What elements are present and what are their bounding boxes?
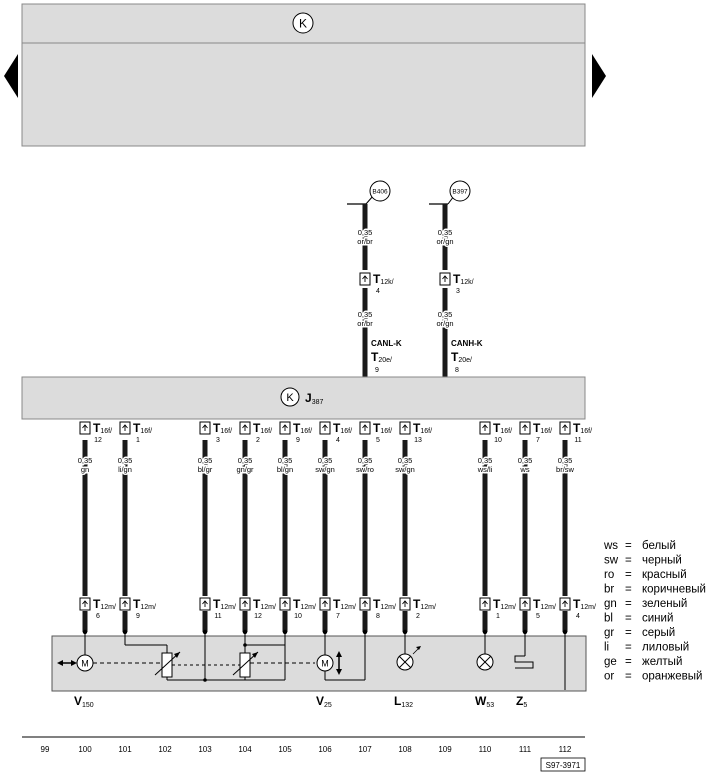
wire-color-code: gn bbox=[80, 465, 90, 474]
upper-wire-color: or/br bbox=[357, 237, 373, 246]
component-label-v150: V150 bbox=[74, 694, 94, 709]
scale-number: 109 bbox=[438, 745, 452, 754]
t12m-8-pin: 2 bbox=[416, 613, 420, 620]
t12m-6-connector-label: T12m/ bbox=[333, 597, 356, 611]
t12m-2-pin: 9 bbox=[136, 613, 140, 620]
mid-wire-color: or/gn bbox=[436, 319, 454, 328]
upper-wires bbox=[357, 204, 482, 377]
legend-text: зеленый bbox=[642, 598, 688, 610]
figure-code: S97-3971 bbox=[545, 761, 581, 770]
wire-color-code: sw/gn bbox=[395, 465, 415, 474]
t12m-5-pin: 10 bbox=[294, 613, 302, 620]
scale-number: 108 bbox=[398, 745, 412, 754]
legend-text: красный bbox=[642, 569, 687, 581]
wire-color-code: gn/gr bbox=[236, 465, 254, 474]
t16f-8-connector-label: T16f/ bbox=[413, 421, 433, 435]
can-label: CANH-K bbox=[451, 339, 483, 348]
t12m-2-connector-label: T12m/ bbox=[133, 597, 156, 611]
t16f-10-connector-label: T16f/ bbox=[533, 421, 553, 435]
scale-number: 104 bbox=[238, 745, 252, 754]
control-module-j387 bbox=[22, 377, 585, 419]
legend-text: лиловый bbox=[642, 641, 690, 654]
t16f-9-connector-label: T16f/ bbox=[493, 421, 513, 435]
lower-wires bbox=[78, 421, 596, 634]
scale-number: 101 bbox=[118, 745, 132, 754]
ground-b397 bbox=[429, 181, 470, 204]
legend-code: bl bbox=[604, 612, 613, 625]
wire-size: 0,35 bbox=[517, 456, 533, 465]
t12m-4-connector-label: T12m/ bbox=[253, 597, 276, 611]
motor-v150-m: M bbox=[81, 658, 89, 669]
wire-size: 0,35 bbox=[557, 456, 573, 465]
legend-text: белый bbox=[642, 540, 676, 552]
wire-size: 0,35 bbox=[357, 456, 373, 465]
t12m-9-pin: 1 bbox=[496, 613, 500, 620]
legend-eq: = bbox=[625, 569, 632, 581]
scale-number: 112 bbox=[558, 745, 572, 754]
component-label-l132: L132 bbox=[394, 694, 414, 709]
wire-color-code: li/gn bbox=[118, 465, 132, 474]
scale-number: 103 bbox=[198, 745, 212, 754]
t16f-1-connector-label: T16f/ bbox=[93, 421, 113, 435]
scale-number: 107 bbox=[358, 745, 372, 754]
mid-wire-size: 0,35 bbox=[357, 310, 373, 319]
t12k-2-connector-label: T12k/ bbox=[453, 272, 474, 286]
t12m-9-connector-label: T12m/ bbox=[493, 597, 516, 611]
t12m-7-pin: 8 bbox=[376, 613, 380, 620]
legend-eq: = bbox=[625, 670, 632, 683]
t16f-6-pin: 4 bbox=[336, 437, 340, 444]
t12k-1-pin: 4 bbox=[376, 288, 380, 295]
legend-code: ro bbox=[604, 569, 615, 581]
scale-number: 106 bbox=[318, 745, 332, 754]
t16f-2-pin: 1 bbox=[136, 437, 140, 444]
t16f-10-pin: 7 bbox=[536, 437, 540, 444]
t12m-3-pin: 11 bbox=[214, 613, 222, 620]
scale-number: 110 bbox=[478, 745, 492, 754]
wire-size: 0,35 bbox=[237, 456, 253, 465]
t16f-5-pin: 9 bbox=[296, 437, 300, 444]
wire-size: 0,35 bbox=[477, 456, 493, 465]
b397-label: B397 bbox=[452, 188, 468, 196]
b406-label: B406 bbox=[372, 188, 388, 196]
t12m-11-connector-label: T12m/ bbox=[573, 597, 596, 611]
scale-number: 111 bbox=[518, 745, 532, 754]
scale-number: 100 bbox=[78, 745, 92, 754]
legend-eq: = bbox=[625, 583, 632, 596]
wire-size: 0,35 bbox=[197, 456, 213, 465]
t12k-1-connector-label: T12k/ bbox=[373, 272, 394, 286]
svg-text:M: M bbox=[321, 658, 329, 669]
t12m-8-connector-label: T12m/ bbox=[413, 597, 436, 611]
legend-text: синий bbox=[642, 612, 674, 625]
t16f-8-pin: 13 bbox=[414, 437, 422, 444]
wire-color-code: br/sw bbox=[556, 465, 574, 474]
component-label-z5: Z5 bbox=[516, 694, 528, 709]
t20e-connector-label: T20e/ bbox=[371, 350, 392, 364]
t12m-10-connector-label: T12m/ bbox=[533, 597, 556, 611]
component-labels bbox=[74, 694, 527, 709]
legend-eq: = bbox=[625, 554, 632, 567]
legend-code: gn bbox=[604, 598, 617, 610]
can-label: CANL-K bbox=[371, 339, 402, 348]
t16f-3-pin: 3 bbox=[216, 437, 220, 444]
mid-wire-color: or/br bbox=[357, 319, 373, 328]
legend-eq: = bbox=[625, 656, 632, 668]
legend-code: sw bbox=[604, 554, 619, 567]
t16f-1-pin: 12 bbox=[94, 437, 102, 444]
legend-text: оранжевый bbox=[642, 670, 703, 683]
legend-code: gr bbox=[604, 627, 615, 639]
legend-code: br bbox=[604, 583, 615, 596]
legend-text: серый bbox=[642, 627, 676, 639]
t12m-5-connector-label: T12m/ bbox=[293, 597, 316, 611]
wire-color-code: ws bbox=[520, 465, 530, 474]
scale-numbers bbox=[41, 745, 572, 754]
legend-eq: = bbox=[625, 627, 632, 639]
legend-eq: = bbox=[625, 598, 632, 610]
t12m-3-connector-label: T12m/ bbox=[213, 597, 236, 611]
module-name: J387 bbox=[305, 391, 324, 406]
wire-size: 0,35 bbox=[317, 456, 333, 465]
potentiometer-2-icon bbox=[240, 653, 250, 677]
upper-wire-size: 0,35 bbox=[437, 228, 453, 237]
legend-code: li bbox=[604, 641, 610, 654]
wire-color-code: ws/li bbox=[477, 465, 493, 474]
wire-color-code: bl/gr bbox=[197, 465, 213, 474]
t12m-1-pin: 6 bbox=[96, 613, 100, 620]
t16f-9-pin: 10 bbox=[494, 437, 502, 444]
scale-number: 99 bbox=[40, 745, 50, 754]
t12k-2-pin: 3 bbox=[456, 288, 460, 295]
header-k-symbol: K bbox=[298, 16, 308, 31]
scale-number: 102 bbox=[158, 745, 172, 754]
legend-text: желтый bbox=[642, 656, 683, 668]
t12m-10-pin: 5 bbox=[536, 613, 540, 620]
t16f-4-pin: 2 bbox=[256, 437, 260, 444]
legend-code: ws bbox=[604, 540, 619, 552]
ground-b406 bbox=[347, 181, 390, 204]
legend-eq: = bbox=[625, 612, 632, 625]
upper-wire-size: 0,35 bbox=[357, 228, 373, 237]
t12m-6-pin: 7 bbox=[336, 613, 340, 620]
wire-size: 0,35 bbox=[117, 456, 133, 465]
legend-code: ge bbox=[604, 656, 617, 668]
legend-text: коричневый bbox=[642, 583, 706, 596]
t12m-11-pin: 4 bbox=[576, 613, 580, 620]
t16f-2-connector-label: T16f/ bbox=[133, 421, 153, 435]
upper-wire-color: or/gn bbox=[436, 237, 454, 246]
color-legend bbox=[603, 540, 706, 683]
module-k-symbol: K bbox=[286, 392, 294, 404]
scale-number: 105 bbox=[278, 745, 292, 754]
t16f-5-connector-label: T16f/ bbox=[293, 421, 313, 435]
t16f-11-pin: 11 bbox=[574, 437, 582, 444]
t20e-pin: 8 bbox=[455, 367, 459, 374]
wire-size: 0,35 bbox=[77, 456, 93, 465]
t20e-pin: 9 bbox=[375, 367, 379, 374]
t16f-3-connector-label: T16f/ bbox=[213, 421, 233, 435]
t16f-4-connector-label: T16f/ bbox=[253, 421, 273, 435]
wire-color-code: bl/gn bbox=[276, 465, 294, 474]
t12m-1-connector-label: T12m/ bbox=[93, 597, 116, 611]
t20e-connector-label: T20e/ bbox=[451, 350, 472, 364]
mid-wire-size: 0,35 bbox=[437, 310, 453, 319]
wire-color-code: sw/gn bbox=[315, 465, 335, 474]
t16f-6-connector-label: T16f/ bbox=[333, 421, 353, 435]
t16f-11-connector-label: T16f/ bbox=[573, 421, 593, 435]
legend-code: or bbox=[604, 670, 615, 683]
legend-eq: = bbox=[625, 540, 632, 552]
legend-text: черный bbox=[642, 554, 682, 567]
t16f-7-pin: 5 bbox=[376, 437, 380, 444]
component-label-w53: W53 bbox=[475, 694, 495, 709]
t12m-4-pin: 12 bbox=[254, 613, 262, 620]
wire-size: 0,35 bbox=[277, 456, 293, 465]
potentiometer-1-icon bbox=[162, 653, 172, 677]
legend-eq: = bbox=[625, 641, 632, 654]
wire-size: 0,35 bbox=[397, 456, 413, 465]
t12m-7-connector-label: T12m/ bbox=[373, 597, 396, 611]
component-label-v25: V25 bbox=[316, 694, 332, 709]
wire-color-code: sw/ro bbox=[356, 465, 374, 474]
t16f-7-connector-label: T16f/ bbox=[373, 421, 393, 435]
